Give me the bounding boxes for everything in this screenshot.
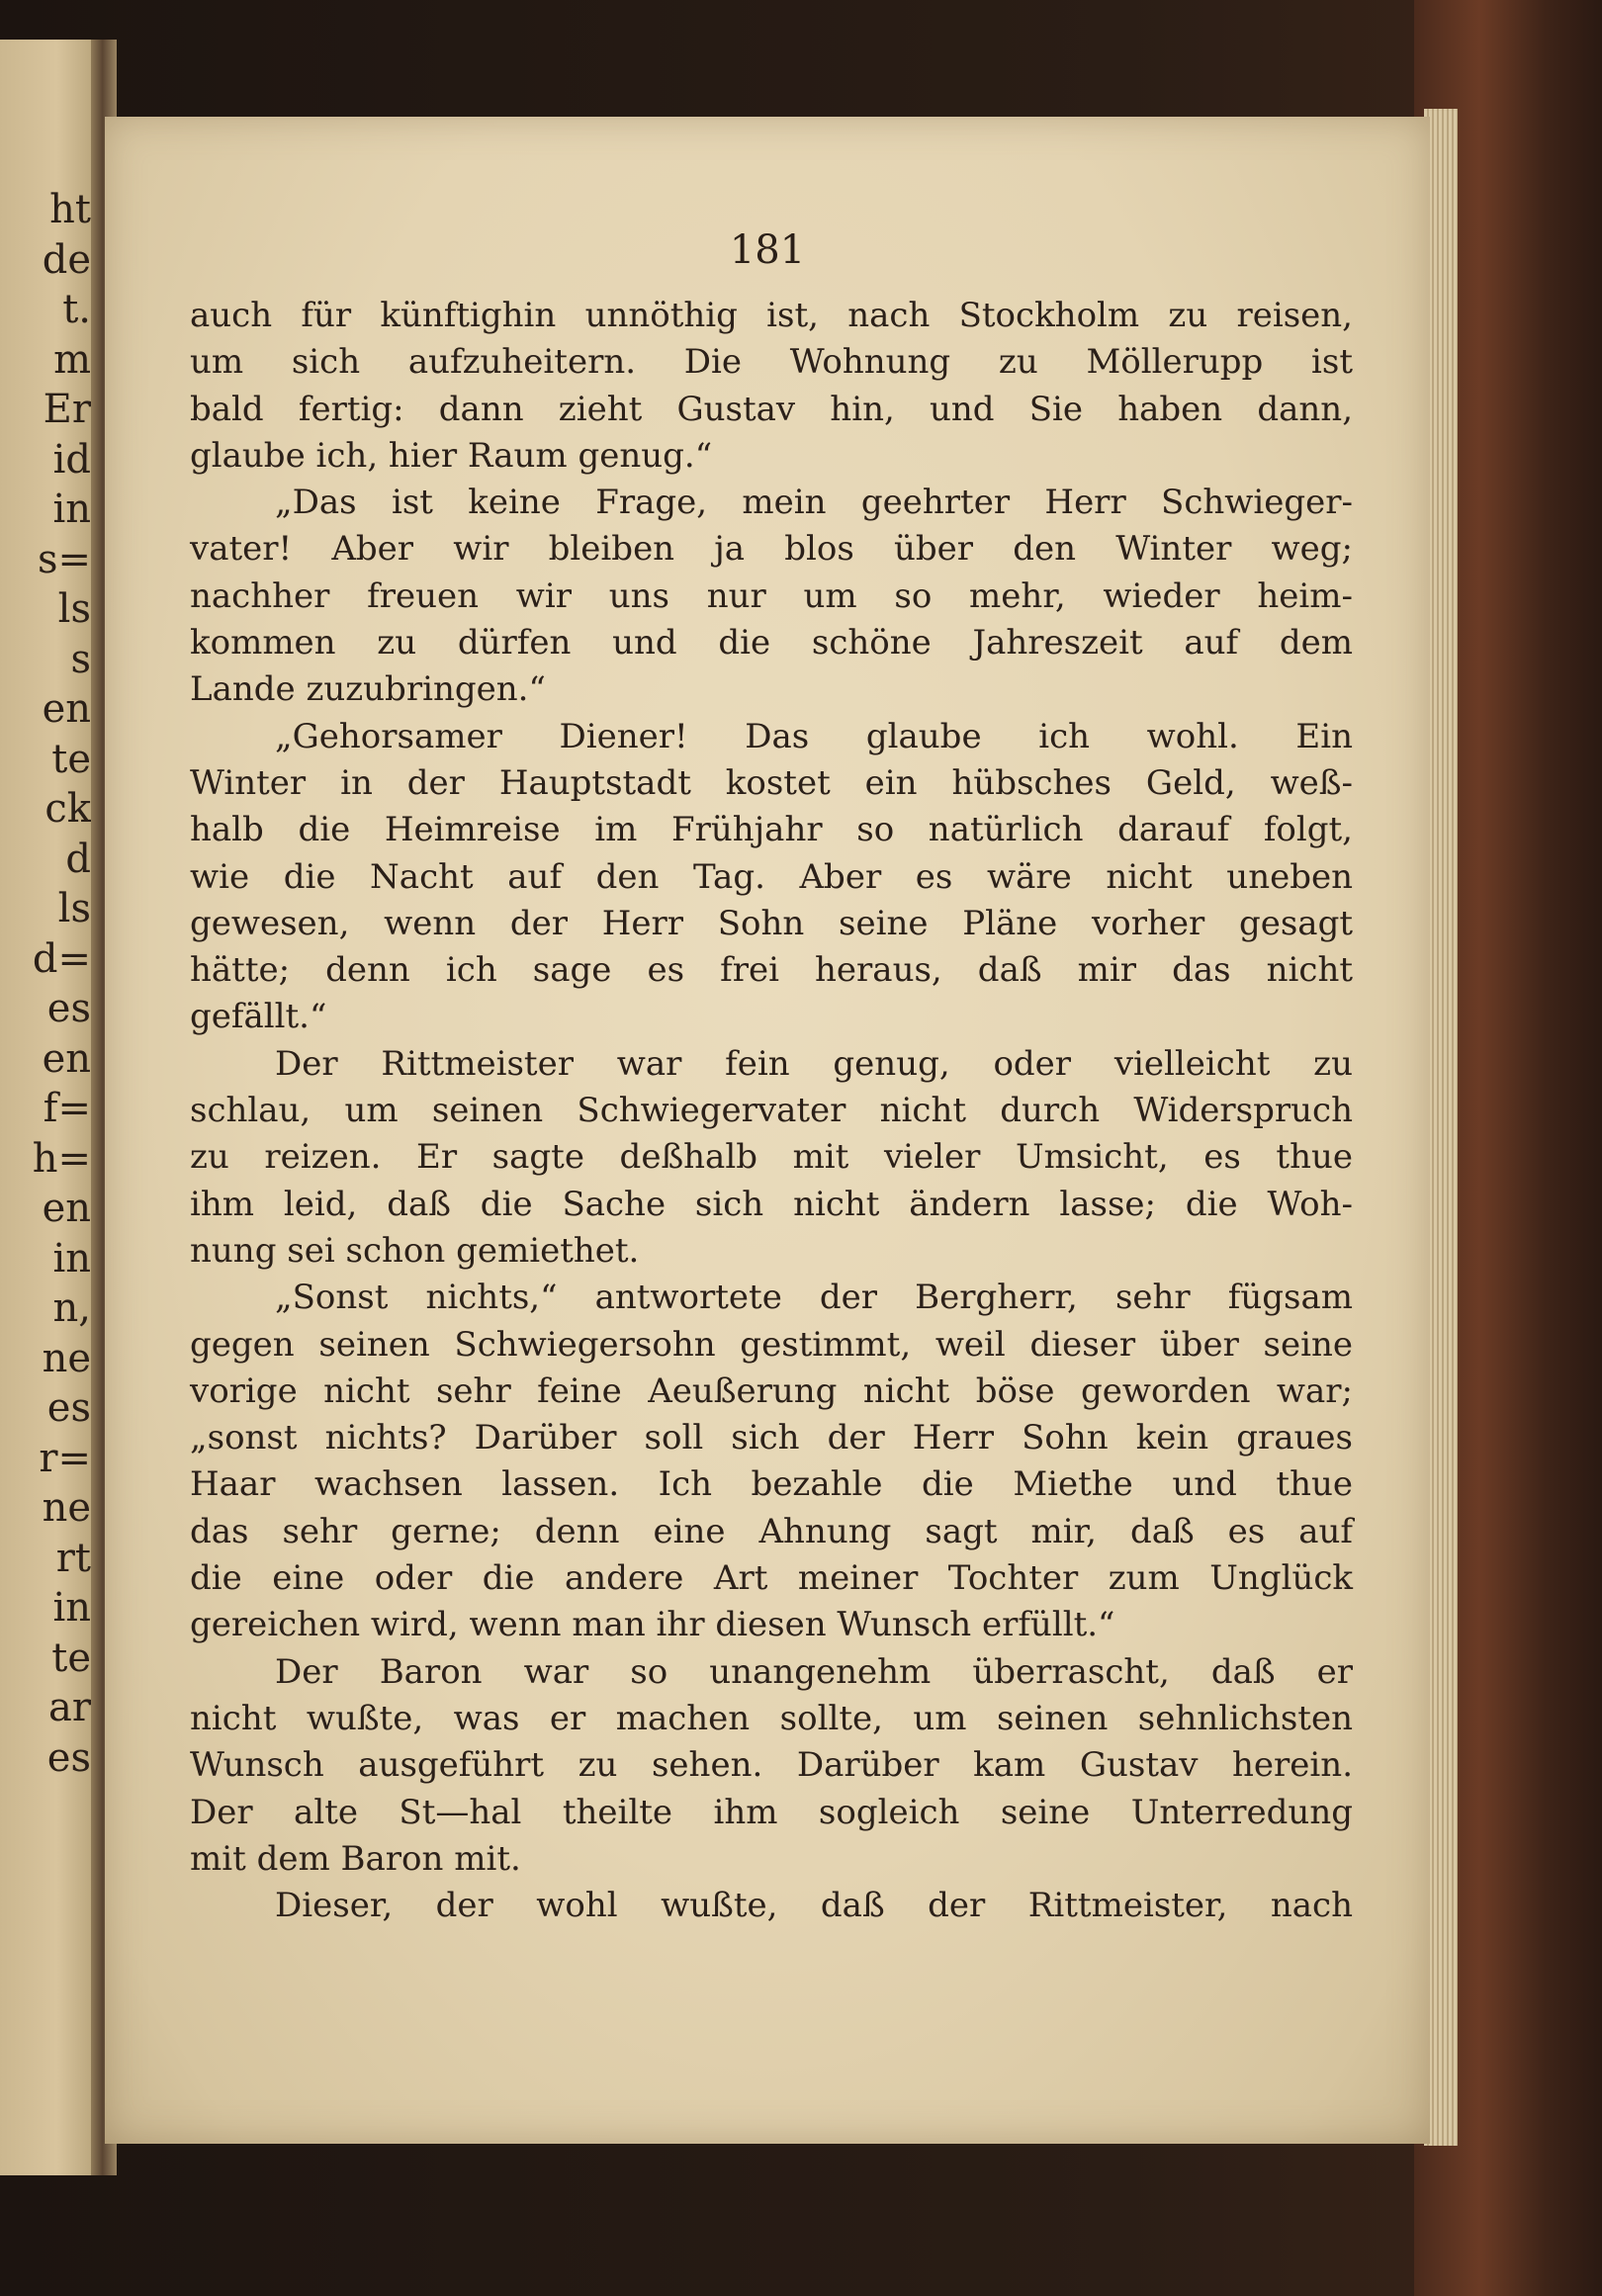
- previous-page-text-fragment: s=: [37, 537, 91, 582]
- text-line: Der alte St—hal theilte ihm sogleich seine Unterredung: [190, 1792, 1353, 1832]
- previous-page-text-fragment: ne: [42, 1336, 91, 1381]
- previous-page-text-fragment: ht: [49, 187, 91, 232]
- text-line: halb die Heimreise im Frühjahr so natürlich darauf folgt,: [190, 810, 1353, 850]
- text-line: ihm leid, daß die Sache sich nicht ändern lasse; die Woh-: [190, 1184, 1353, 1224]
- text-line: Dieser, der wohl wußte, daß der Rittmeister, nach: [275, 1886, 1353, 1926]
- text-line: auch für künftighin unnöthig ist, nach Stockholm zu reisen,: [190, 296, 1353, 335]
- text-line: das sehr gerne; denn eine Ahnung sagt mir, daß es auf: [190, 1511, 1353, 1551]
- text-line: kommen zu dürfen und die schöne Jahreszeit auf dem: [190, 623, 1353, 663]
- text-line: vorige nicht sehr feine Aeußerung nicht böse geworden war;: [190, 1370, 1353, 1411]
- text-line: „sonst nichts? Darüber soll sich der Herr Sohn kein graues: [190, 1418, 1353, 1458]
- previous-page-text-fragment: s: [70, 637, 91, 682]
- previous-page-text-fragment: en: [42, 1186, 91, 1231]
- text-line: um sich aufzuheitern. Die Wohnung zu Möllerupp ist: [190, 342, 1353, 383]
- previous-page-text-fragment: en: [42, 1036, 91, 1082]
- text-line: gefällt.“: [190, 997, 327, 1037]
- previous-page-text-fragment: ls: [57, 886, 91, 931]
- previous-page-text-fragment: t.: [62, 287, 91, 332]
- book-page: [105, 117, 1430, 2144]
- previous-page-text-fragment: ar: [48, 1685, 91, 1730]
- previous-page-text-fragment: in: [52, 486, 91, 532]
- previous-page-text-fragment: m: [53, 337, 91, 383]
- text-line: Wunsch ausgeführt zu sehen. Darüber kam Gustav herein.: [190, 1745, 1353, 1786]
- previous-page-text-fragment: f=: [43, 1086, 91, 1131]
- text-line: schlau, um seinen Schwiegervater nicht durch Widerspruch: [190, 1091, 1353, 1131]
- text-line: nachher freuen wir uns nur um so mehr, wieder heim-: [190, 575, 1353, 616]
- text-line: gegen seinen Schwiegersohn gestimmt, weil dieser über seine: [190, 1324, 1353, 1365]
- text-line: hätte; denn ich sage es frei heraus, daß mir das nicht: [190, 950, 1353, 991]
- previous-page-text-fragment: in: [52, 1236, 91, 1281]
- page-number: 181: [729, 227, 806, 273]
- previous-page-text-fragment: ls: [57, 586, 91, 632]
- text-line: „Sonst nichts,“ antwortete der Bergherr, sehr fügsam: [275, 1278, 1353, 1318]
- text-line: Der Rittmeister war fein genug, oder vielleicht zu: [275, 1043, 1353, 1084]
- previous-page-text-fragment: d: [65, 837, 91, 882]
- previous-page-text-fragment: h=: [32, 1136, 91, 1182]
- previous-page-text-fragment: ck: [44, 786, 91, 832]
- text-line: nung sei schon gemiethet.: [190, 1230, 640, 1271]
- text-line: glaube ich, hier Raum genug.“: [190, 435, 713, 476]
- text-line: Lande zuzubringen.“: [190, 669, 546, 710]
- previous-page-text-fragment: ne: [42, 1485, 91, 1531]
- text-line: „Das ist keine Frage, mein geehrter Herr Schwieger-: [275, 483, 1353, 523]
- text-line: mit dem Baron mit.: [190, 1838, 521, 1879]
- text-line: Der Baron war so unangenehm überrascht, daß er: [275, 1651, 1353, 1692]
- previous-page-text-fragment: d=: [32, 936, 91, 982]
- text-line: vater! Aber wir bleiben ja blos über den Winter weg;: [190, 529, 1353, 570]
- previous-page-text-fragment: es: [46, 1385, 91, 1431]
- text-line: die eine oder die andere Art meiner Tochter zum Unglück: [190, 1558, 1353, 1599]
- previous-page-text-fragment: en: [42, 686, 91, 732]
- previous-page-text-fragment: id: [52, 437, 91, 483]
- previous-page-text-fragment: Er: [43, 387, 91, 432]
- text-line: zu reizen. Er sagte deßhalb mit vieler Umsicht, es thue: [190, 1137, 1353, 1178]
- previous-page-text-fragment: es: [46, 1735, 91, 1781]
- text-line: nicht wußte, was er machen sollte, um seinen sehnlichsten: [190, 1698, 1353, 1738]
- page-body-text: [190, 293, 1353, 1929]
- previous-page-text-fragment: r=: [39, 1436, 91, 1481]
- previous-page-text-fragment: in: [52, 1585, 91, 1631]
- text-line: bald fertig: dann zieht Gustav hin, und Sie haben dann,: [190, 389, 1353, 429]
- previous-page-text-fragment: de: [42, 237, 91, 283]
- text-line: wie die Nacht auf den Tag. Aber es wäre nicht uneben: [190, 856, 1353, 897]
- previous-page-text-fragment: n,: [52, 1285, 91, 1331]
- text-line: Winter in der Hauptstadt kostet ein hübsches Geld, weß-: [190, 762, 1353, 803]
- previous-page-edge: [0, 40, 95, 2175]
- previous-page-text-fragment: es: [46, 986, 91, 1031]
- text-line: gereichen wird, wenn man ihr diesen Wunsch erfüllt.“: [190, 1605, 1115, 1645]
- text-line: gewesen, wenn der Herr Sohn seine Pläne vorher gesagt: [190, 903, 1353, 943]
- previous-page-text-fragment: te: [51, 1635, 91, 1681]
- text-line: „Gehorsamer Diener! Das glaube ich wohl. Ein: [275, 716, 1353, 756]
- previous-page-text-fragment: te: [51, 737, 91, 782]
- previous-page-text-fragment: rt: [55, 1536, 91, 1581]
- text-line: Haar wachsen lassen. Ich bezahle die Miethe und thue: [190, 1464, 1353, 1505]
